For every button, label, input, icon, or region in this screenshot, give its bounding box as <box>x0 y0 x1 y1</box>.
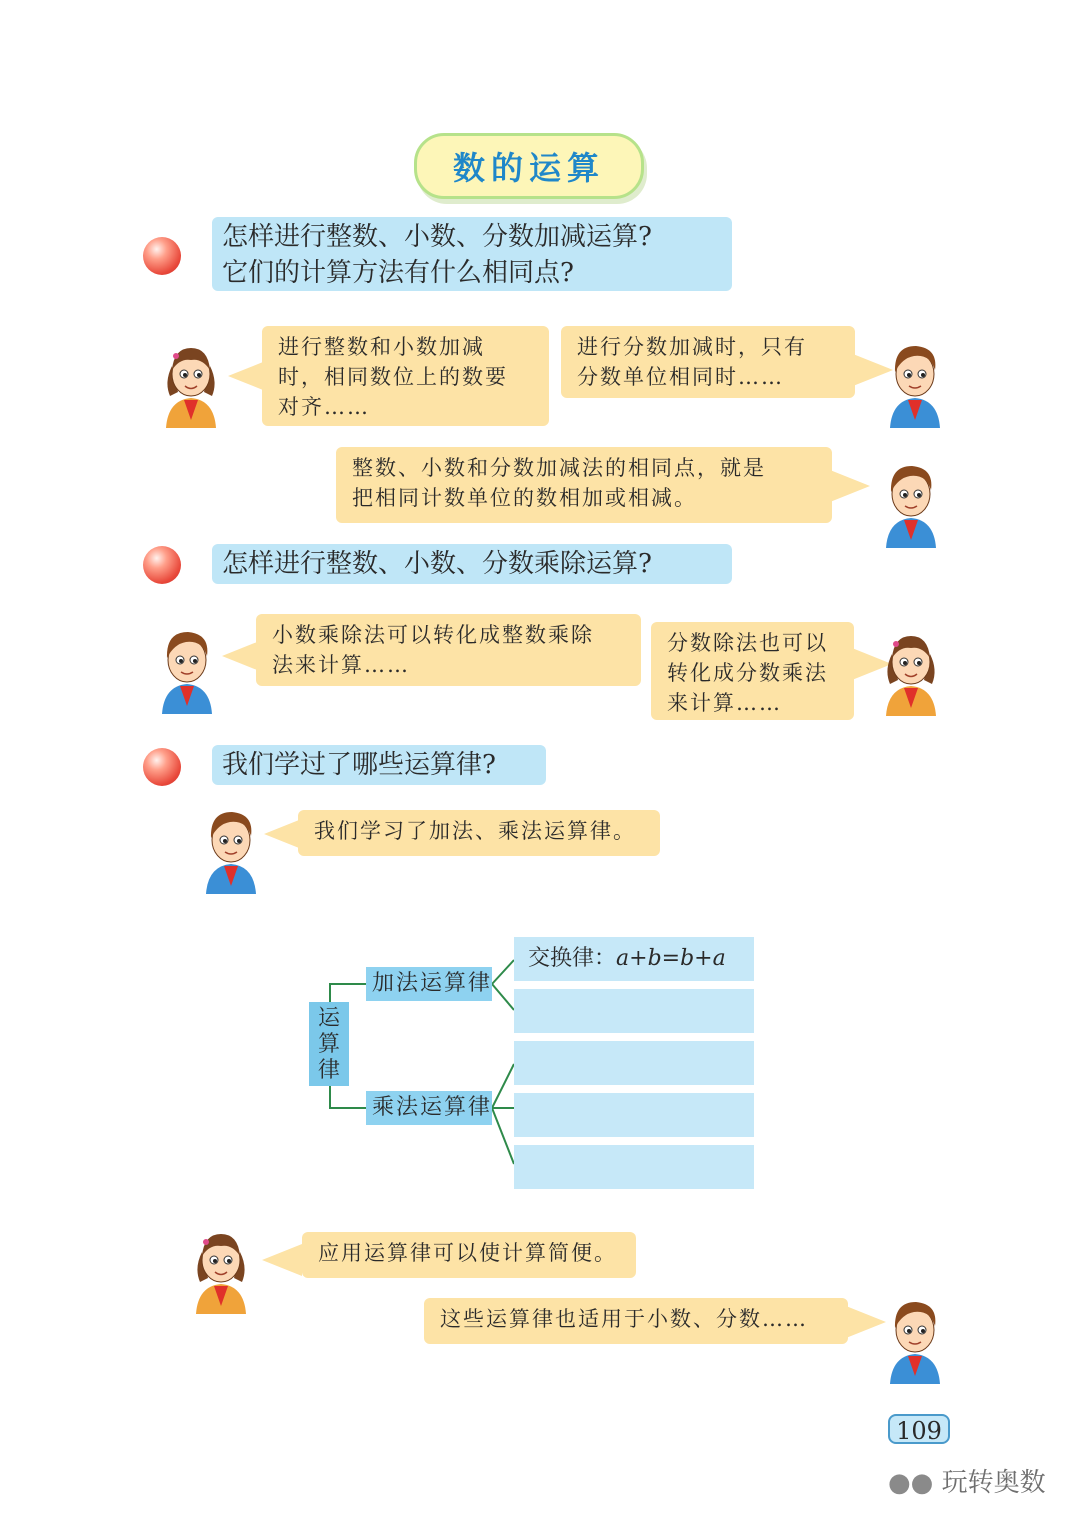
commutative-law-formula: a+b=b+a <box>616 946 726 971</box>
multiplication-laws-label: 乘法运算律 <box>366 1091 492 1125</box>
bubble-8-line-1: 这些运算律也适用于小数、分数…… <box>440 1307 808 1331</box>
page-title: 数的运算 <box>452 149 605 187</box>
question-1-line-2: 它们的计算方法有什么相同点? <box>222 258 574 288</box>
boy-character-icon <box>880 336 950 428</box>
question-1-line-1: 怎样进行整数、小数、分数加减运算? <box>222 222 652 252</box>
wechat-icon: ●● <box>888 1468 934 1498</box>
speech-bubble-7 <box>302 1232 636 1278</box>
root-char-2: 算 <box>317 1032 340 1057</box>
addition-laws-label: 加法运算律 <box>366 967 492 1001</box>
boy-character-icon <box>152 622 222 714</box>
girl-character-icon <box>186 1222 256 1314</box>
red-ball-bullet-icon <box>143 546 181 584</box>
question-box-2 <box>212 544 732 584</box>
speech-bubble-5 <box>651 622 854 720</box>
speech-bubble-2 <box>561 326 855 398</box>
bubble-2-line-1: 进行分数加减时，只有 <box>577 335 807 359</box>
bubble-tail <box>262 1244 302 1276</box>
bubble-1-line-3: 对齐…… <box>278 395 370 419</box>
red-ball-bullet-icon <box>143 237 181 275</box>
speech-bubble-3 <box>336 447 832 523</box>
bubble-1-line-1: 进行整数和小数加减 <box>278 335 485 359</box>
watermark <box>888 1462 1046 1499</box>
root-char-3: 律 <box>317 1058 340 1083</box>
bubble-7-line-1: 应用运算律可以使计算简便。 <box>318 1241 617 1265</box>
question-3-line-1: 我们学过了哪些运算律? <box>222 750 496 780</box>
boy-character-icon <box>880 1292 950 1384</box>
boy-character-icon <box>196 802 266 894</box>
section-title-box <box>414 133 644 199</box>
speech-bubble-8 <box>424 1298 848 1344</box>
law-slot-commutative-addition <box>514 937 754 981</box>
bubble-1-line-2: 时，相同数位上的数要 <box>278 365 508 389</box>
girl-character-icon <box>156 336 226 428</box>
operation-laws-root-label <box>309 1002 349 1086</box>
question-box-1 <box>212 217 732 291</box>
bubble-tail <box>830 470 870 502</box>
bubble-3-line-2: 把相同计数单位的数相加或相减。 <box>352 486 697 510</box>
speech-bubble-1 <box>262 326 549 426</box>
bubble-4-line-2: 法来计算…… <box>272 653 410 677</box>
page-number: 109 <box>888 1414 950 1444</box>
watermark-text: 玩转奥数 <box>941 1468 1046 1498</box>
bubble-4-line-1: 小数乘除法可以转化成整数乘除 <box>272 623 594 647</box>
commutative-law-label: 交换律： <box>528 946 617 971</box>
bubble-3-line-1: 整数、小数和分数加减法的相同点，就是 <box>352 456 766 480</box>
bubble-5-line-2: 转化成分数乘法 <box>667 661 828 685</box>
law-slot-blank <box>514 1041 754 1085</box>
red-ball-bullet-icon <box>143 748 181 786</box>
law-slot-blank <box>514 1145 754 1189</box>
question-2-line-1: 怎样进行整数、小数、分数乘除运算? <box>222 549 652 579</box>
boy-character-icon <box>876 456 946 548</box>
bubble-5-line-1: 分数除法也可以 <box>667 631 828 655</box>
speech-bubble-4 <box>256 614 641 686</box>
law-slot-blank <box>514 989 754 1033</box>
speech-bubble-6 <box>298 810 660 856</box>
girl-character-icon <box>876 624 946 716</box>
root-char-1: 运 <box>317 1006 340 1031</box>
bubble-2-line-2: 分数单位相同时…… <box>577 365 784 389</box>
bubble-6-line-1: 我们学习了加法、乘法运算律。 <box>314 819 636 843</box>
question-box-3 <box>212 745 546 785</box>
bubble-5-line-3: 来计算…… <box>667 691 782 715</box>
law-slot-blank <box>514 1093 754 1137</box>
